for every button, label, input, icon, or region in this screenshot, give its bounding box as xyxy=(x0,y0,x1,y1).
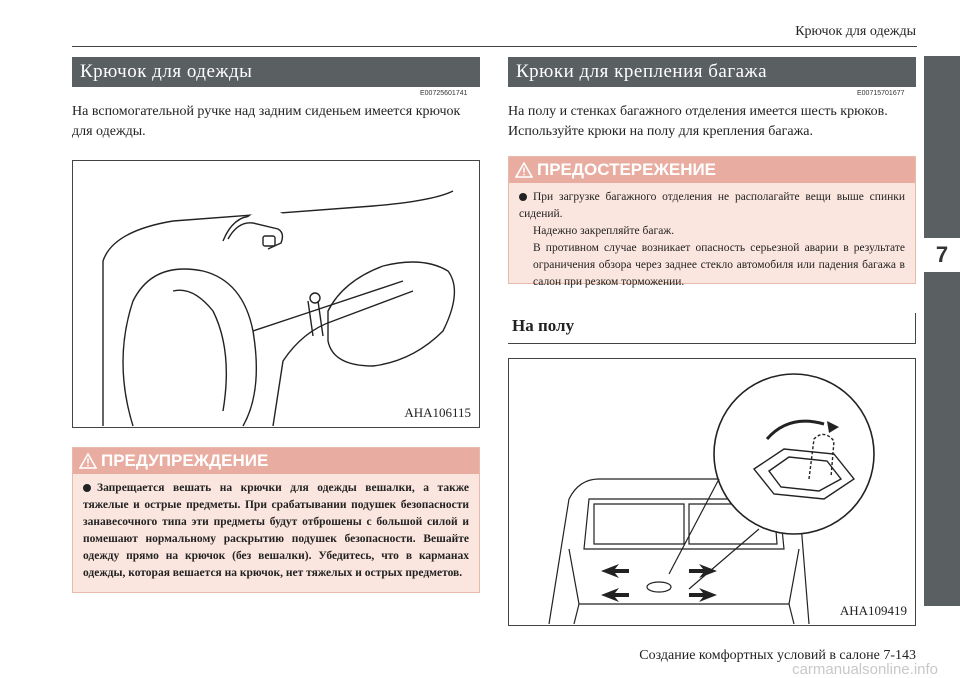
paragraph-clothes-hook: На вспомогательной ручке над задним сиденьем имеется крючок для одежды. xyxy=(72,104,461,139)
warning-body xyxy=(73,474,479,588)
caution-line-3: В противном случае возникает опасность серьезной аварии в результате ограничения обзора через заднее стекло автомобиля или падения багажа в салон при резком торможении. xyxy=(533,242,905,288)
bullet-icon xyxy=(83,484,91,492)
figure-label-right: AHA109419 xyxy=(839,603,907,618)
caution-item xyxy=(519,189,905,223)
caution-line-2: Надежно закрепляйте багаж. xyxy=(533,225,675,237)
section-title-luggage-hooks: Крюки для крепления багажа xyxy=(508,57,916,87)
caution-box xyxy=(508,156,916,288)
warning-header xyxy=(73,448,479,474)
header-rule xyxy=(72,46,917,47)
sub-heading-rule-edge xyxy=(915,313,916,343)
figure-label-left: AHA106115 xyxy=(404,405,471,420)
caution-triangle-icon xyxy=(515,162,533,178)
section-code-right: E00715701677 xyxy=(857,90,905,97)
warning-box xyxy=(72,447,480,593)
running-header: Крючок для одежды xyxy=(795,24,916,39)
caution-header xyxy=(509,157,915,183)
chapter-number: 7 xyxy=(924,238,960,272)
cargo-area-illustration xyxy=(509,359,915,625)
page-footer: Создание комфортных условий в салоне 7-143 xyxy=(639,648,916,663)
warning-title: ПРЕДУПРЕЖДЕНИЕ xyxy=(101,451,269,470)
caution-body xyxy=(509,183,915,297)
figure-clothes-hook xyxy=(72,160,480,428)
warning-triangle-icon xyxy=(79,453,97,469)
paragraph-luggage-hooks: На полу и стенках багажного отделения имеется шесть крюков. Используйте крюки на полу для крепления багажа. xyxy=(508,104,888,139)
sub-heading-rule xyxy=(508,343,916,344)
section-code: E00725601741 xyxy=(420,90,468,97)
caution-title: ПРЕДОСТЕРЕЖЕНИЕ xyxy=(537,160,717,179)
bullet-icon xyxy=(519,193,527,201)
figure-luggage-hooks xyxy=(508,358,916,626)
watermark: carmanualsonline.info xyxy=(792,661,938,678)
warning-text: Запрещается вешать на крючки для одежды вешалки, а также тяжелые и острые предметы. При срабатывании подушек безопасности занавесочного типа эти предметы будут отброшены с большой силой и помешают нормальному раскрытию подушек безопасности. Вешайте одежду прямо на крючок (без вешалки). Убедитесь, что в карманах одежды, которая вешается на крючок, нет тяжелых и острых предметов. xyxy=(83,482,469,579)
rear-seat-illustration xyxy=(73,161,479,427)
section-title-clothes-hook: Крючок для одежды xyxy=(72,57,480,87)
chapter-tab xyxy=(924,56,960,606)
sub-heading-floor: На полу xyxy=(512,316,575,335)
caution-line-1: При загрузке багажного отделения не располагайте вещи выше спинки сидений. xyxy=(519,191,905,220)
